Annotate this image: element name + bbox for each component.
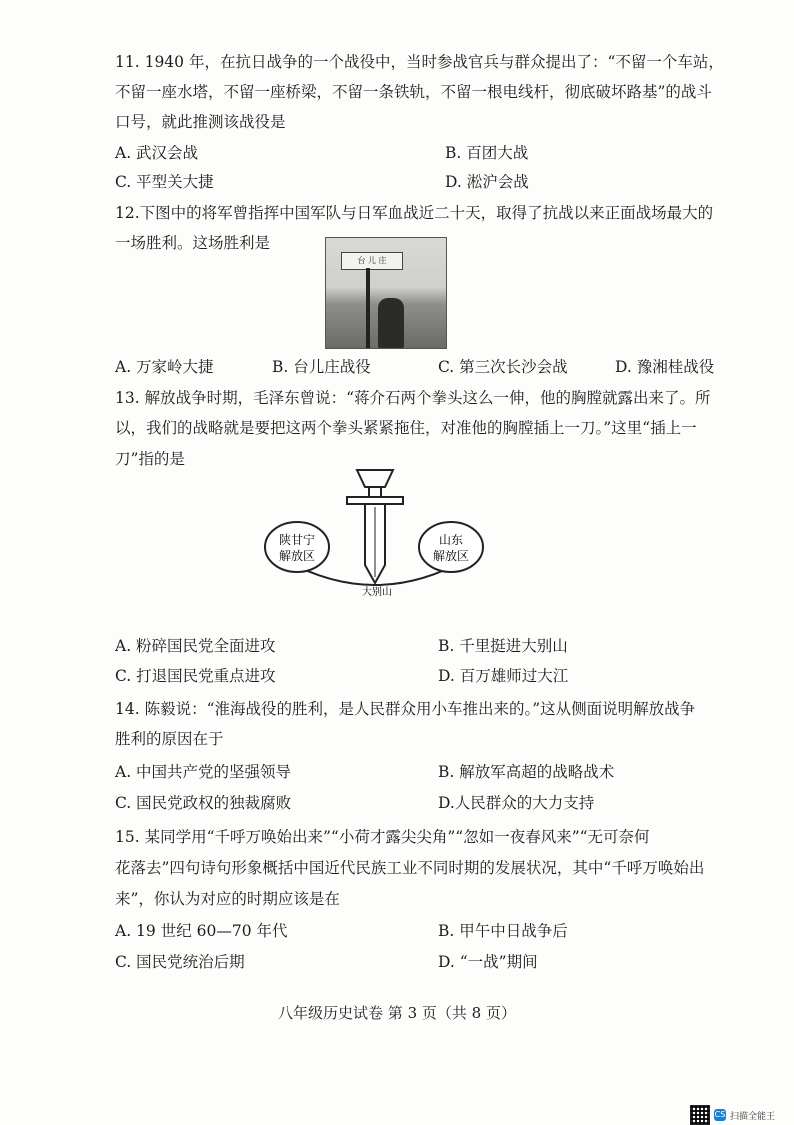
q13-option-b: B. 千里挺进大别山 [438, 637, 568, 655]
left-region-line-1: 陕甘宁 [278, 533, 316, 547]
q12-option-c: C. 第三次长沙会战 [438, 358, 568, 376]
q15-line-3: 来”，你认为对应的时期应该是在 [115, 890, 340, 908]
q14-option-d: D.人民群众的大力支持 [438, 794, 595, 812]
photo-sign: 台 儿 庄 [341, 252, 403, 270]
q14-line-2: 胜利的原因在于 [115, 730, 224, 748]
q15-option-b: B. 甲午中日战争后 [438, 922, 568, 940]
q12-option-a: A. 万家岭大捷 [115, 358, 214, 376]
qr-code-icon [690, 1105, 710, 1125]
mountain-label: 大别山 [362, 587, 392, 598]
q13-line-3: 刀”指的是 [115, 450, 185, 468]
q15-line-1: 15. 某同学用“千呼万唤始出来”“小荷才露尖尖角”“忽如一夜春风来”“无可奈何 [115, 828, 650, 846]
q11-option-d: D. 淞沪会战 [445, 173, 529, 191]
sword-grip [369, 487, 381, 497]
q11-option-a: A. 武汉会战 [115, 144, 199, 162]
q12-option-d: D. 豫湘桂战役 [615, 358, 715, 376]
right-region-line-1: 山东 [438, 533, 464, 547]
q11-line-3: 口号，就此推测该战役是 [115, 113, 286, 131]
q15-line-2: 花落去”四句诗句形象概括中国近代民族工业不同时期的发展状况，其中“千呼万唤始出 [115, 859, 705, 877]
sword-guard [347, 497, 403, 504]
scanner-watermark [690, 1105, 790, 1125]
q13-option-d: D. 百万雄师过大江 [438, 667, 569, 685]
sign-post [366, 268, 370, 348]
q13-line-2: 以，我们的战略就是要把这两个拳头紧紧拖住，对准他的胸膛插上一刀。”这里“插上一 [115, 419, 697, 437]
q14-option-c: C. 国民党政权的独裁腐败 [115, 794, 292, 812]
q13-option-a: A. 粉碎国民党全面进攻 [115, 637, 276, 655]
q14-line-1: 14. 陈毅说：“淮海战役的胜利，是人民群众用小车推出来的。”这从侧面说明解放战争 [115, 700, 696, 718]
q15-option-a: A. 19 世纪 60—70 年代 [115, 922, 288, 940]
right-region-oval [419, 522, 483, 572]
q12-line-1: 12.下图中的将军曾指挥中国军队与日军血战近二十天，取得了抗战以来正面战场最大的 [115, 204, 714, 222]
q11-option-b: B. 百团大战 [445, 144, 529, 162]
q13-option-c: C. 打退国民党重点进攻 [115, 667, 276, 685]
q13-line-1: 13. 解放战争时期，毛泽东曾说：“蒋介石两个拳头这么一伸，他的胸膛就露出来了。所 [115, 389, 711, 407]
q11-line-2: 不留一座水塔，不留一座桥梁，不留一条铁轨，不留一根电线杆，彻底破坏路基”的战斗 [115, 83, 712, 101]
scanner-label: 扫描全能王 [730, 1111, 776, 1122]
left-region-oval [265, 522, 329, 572]
general-photo [325, 237, 447, 349]
q14-option-a: A. 中国共产党的坚强领导 [115, 763, 292, 781]
left-region-line-2: 解放区 [278, 549, 316, 563]
q14-option-b: B. 解放军高超的战略战术 [438, 763, 615, 781]
page-footer: 八年级历史试卷 第 3 页（共 8 页） [278, 1004, 516, 1022]
q12-option-b: B. 台儿庄战役 [272, 358, 371, 376]
sword-pommel [357, 470, 393, 487]
q15-option-c: C. 国民党统治后期 [115, 953, 245, 971]
q11-option-c: C. 平型关大捷 [115, 173, 214, 191]
q11-line-1: 11. 1940 年，在抗日战争的一个战役中，当时参战官兵与群众提出了：“不留一个车站， [115, 53, 724, 71]
q12-line-2: 一场胜利。这场胜利是 [115, 234, 271, 252]
general-figure [378, 298, 404, 348]
strategy-diagram [255, 465, 495, 605]
scanner-app-icon: CS [714, 1110, 726, 1119]
q15-option-d: D. “一战”期间 [438, 953, 538, 971]
right-region-line-2: 解放区 [432, 549, 470, 563]
